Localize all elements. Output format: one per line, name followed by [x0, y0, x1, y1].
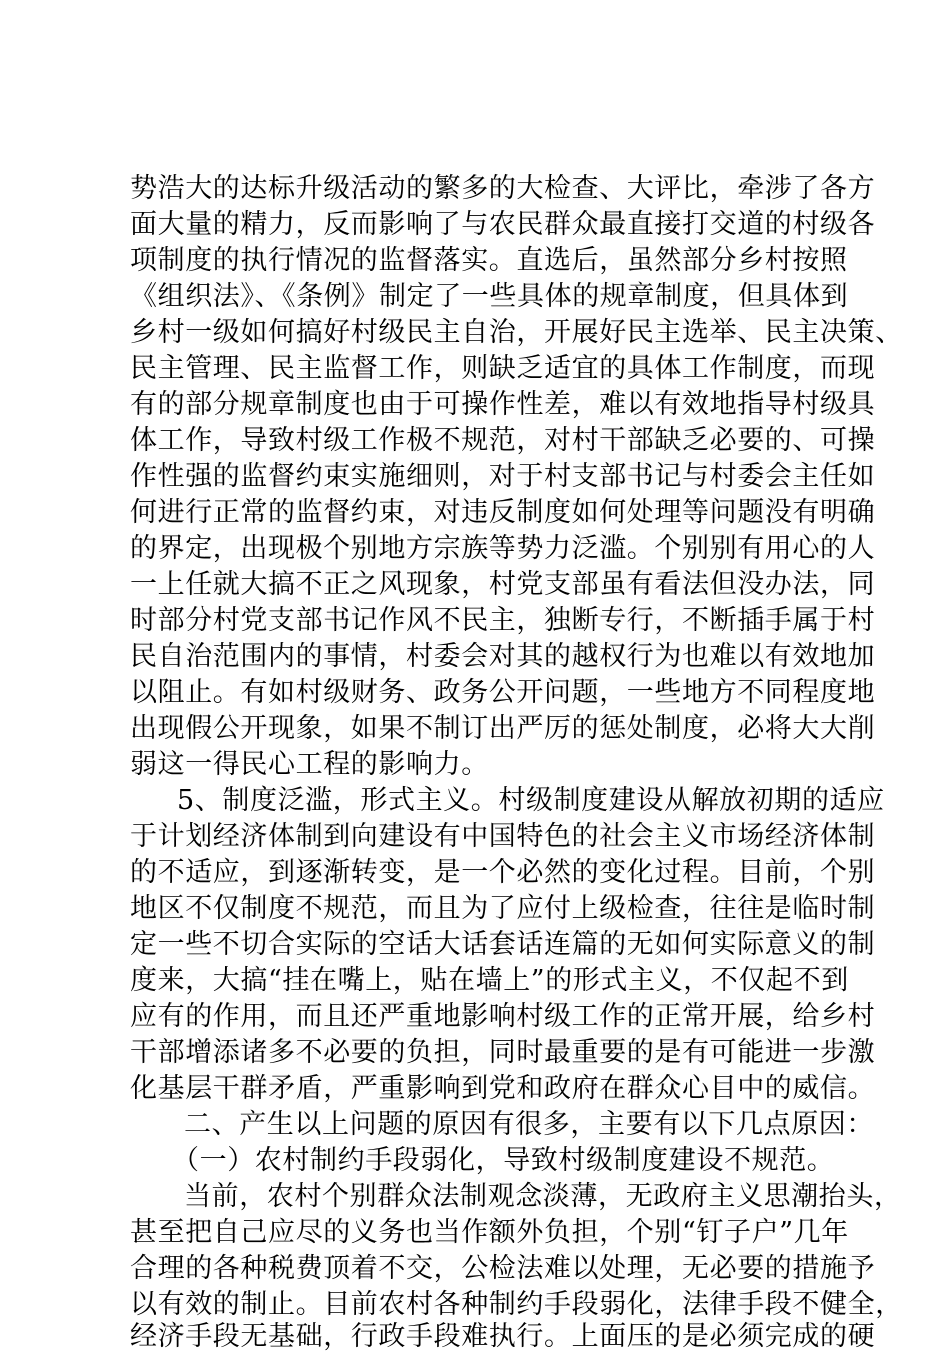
text-line: 时部分村党支部书记作风不民主，独断专行，不断插手属于村 — [130, 605, 876, 636]
text-line: 度来，大搞“挂在嘴上，贴在墙上”的形式主义，不仅起不到 — [130, 965, 849, 996]
text-line: 干部增添诸多不必要的负担，同时最重要的是有可能进一步激 — [130, 1037, 876, 1068]
text-line: 甚至把自己应尽的义务也当作额外负担，个别“钉子户”几年 — [130, 1217, 849, 1248]
text-line: 5、制度泛滥，形式主义。村级制度建设从解放初期的适应 — [177, 785, 885, 816]
text-line: 出现假公开现象，如果不制订出严厉的惩处制度，必将大大削 — [130, 713, 876, 744]
text-line: 于计划经济体制到向建设有中国特色的社会主义市场经济体制 — [130, 821, 876, 852]
text-line: 定一些不切合实际的空话大话套话连篇的无如何实际意义的制 — [130, 929, 876, 960]
text-line: 地区不仅制度不规范，而且为了应付上级检查，往往是临时制 — [130, 893, 876, 924]
text-line: 化基层干群矛盾，严重影响到党和政府在群众心目中的威信。 — [130, 1073, 876, 1104]
text-line: 的界定，出现极个别地方宗族等势力泛滥。个别别有用心的人 — [130, 533, 876, 564]
text-line: 有的部分规章制度也由于可操作性差，难以有效地指导村级具 — [130, 389, 876, 420]
text-line: 合理的各种税费顶着不交，公检法难以处理，无必要的措施予 — [130, 1253, 876, 1284]
text-line: （一）农村制约手段弱化，导致村级制度建设不规范。 — [172, 1145, 835, 1176]
text-line: 二、产生以上问题的原因有很多，主要有以下几点原因： — [184, 1109, 874, 1140]
text-line: 的不适应，到逐渐转变，是一个必然的变化过程。目前，个别 — [130, 857, 876, 888]
text-line: 弱这一得民心工程的影响力。 — [130, 749, 489, 780]
text-line: 体工作，导致村级工作极不规范，对村干部缺乏必要的、可操 — [130, 425, 876, 456]
text-line: 以阻止。有如村级财务、政务公开问题，一些地方不同程度地 — [130, 677, 876, 708]
text-line: 一上任就大搞不正之风现象，村党支部虽有看法但没办法，同 — [130, 569, 876, 600]
text-line: 当前，农村个别群众法制观念淡薄，无政府主义思潮抬头， — [184, 1181, 902, 1212]
text-line: 面大量的精力，反而影响了与农民群众最直接打交道的村级各 — [130, 209, 876, 240]
text-line: 经济手段无基础，行政手段难执行。上面压的是必须完成的硬 — [130, 1321, 876, 1352]
text-line: 应有的作用，而且还严重地影响村级工作的正常开展，给乡村 — [130, 1001, 876, 1032]
text-line: 民自治范围内的事情，村委会对其的越权行为也难以有效地加 — [130, 641, 876, 672]
text-line: 作性强的监督约束实施细则，对于村支部书记与村委会主任如 — [130, 461, 876, 492]
text-line: 项制度的执行情况的监督落实。直选后，虽然部分乡村按照 — [130, 245, 848, 276]
text-line: 民主管理、民主监督工作，则缺乏适宜的具体工作制度，而现 — [130, 353, 876, 384]
text-line: 《组织法》、《条例》制定了一些具体的规章制度，但具体到 — [130, 281, 849, 312]
text-line: 以有效的制止。目前农村各种制约手段弱化，法律手段不健全， — [130, 1289, 903, 1320]
text-line: 何进行正常的监督约束，对违反制度如何处理等问题没有明确 — [130, 497, 876, 528]
text-line: 势浩大的达标升级活动的繁多的大检查、大评比，牵涉了各方 — [130, 173, 876, 204]
text-line: 乡村一级如何搞好村级民主自治，开展好民主选举、民主决策、 — [130, 317, 903, 348]
